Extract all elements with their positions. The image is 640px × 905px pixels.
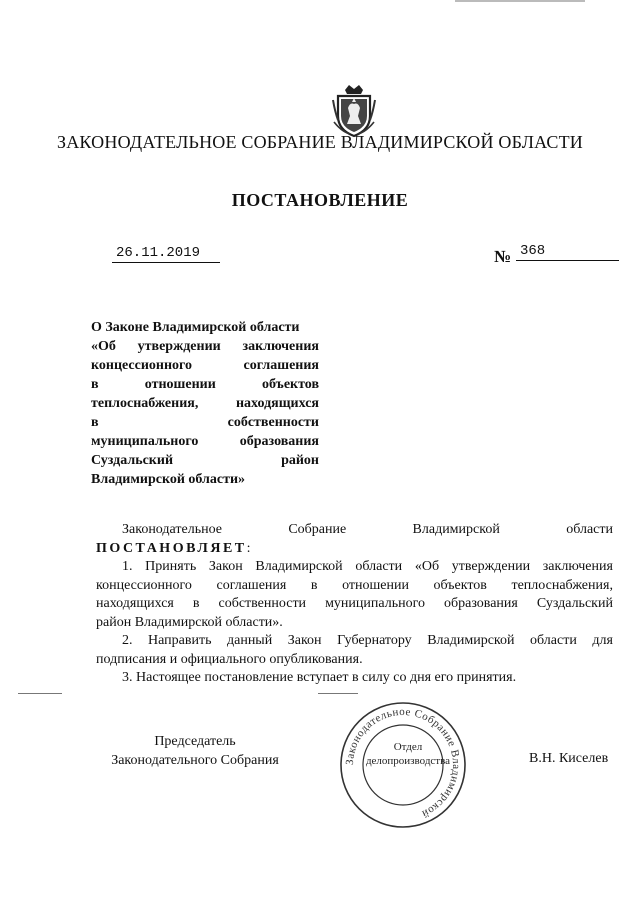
text-line bbox=[91, 451, 319, 470]
word: в bbox=[91, 415, 99, 430]
word: объектов bbox=[262, 377, 319, 392]
stamp-ring-text: Законодательное Собрание Владимирской bbox=[343, 705, 463, 820]
text-line bbox=[96, 577, 613, 596]
resolution-item bbox=[96, 558, 613, 632]
word: теплоснабжения, bbox=[91, 396, 199, 411]
document-number: 368 bbox=[516, 242, 619, 261]
text-line bbox=[96, 558, 613, 577]
text-line bbox=[91, 337, 319, 356]
word: теплоснабжения, bbox=[511, 577, 613, 593]
word: подписания и официального опубликования. bbox=[96, 651, 363, 667]
word: 3. Настоящее постановление вступает в силу со дня его принятия. bbox=[122, 670, 517, 685]
word: находящихся bbox=[235, 396, 319, 411]
resolves-colon: : bbox=[246, 540, 251, 556]
word: Принять bbox=[145, 559, 197, 574]
word: в bbox=[310, 577, 318, 593]
text-line bbox=[96, 614, 613, 633]
text-line bbox=[96, 632, 613, 651]
word: Закон bbox=[208, 559, 243, 574]
stamp-center-line1: Отдел bbox=[393, 741, 423, 753]
text-line bbox=[96, 651, 613, 670]
word: Закон bbox=[287, 633, 322, 648]
document-subject bbox=[91, 318, 319, 489]
word: для bbox=[592, 633, 613, 648]
word: собственности bbox=[227, 415, 319, 430]
body-intro bbox=[96, 521, 613, 540]
word: данный bbox=[226, 633, 273, 648]
word: район Владимирской области». bbox=[96, 614, 283, 630]
text-line bbox=[91, 413, 319, 432]
word: в bbox=[91, 377, 99, 392]
word: соглашения bbox=[243, 358, 319, 373]
word: Владимирской bbox=[412, 522, 500, 537]
word: Владимирской bbox=[255, 559, 343, 574]
word: соглашения bbox=[216, 577, 287, 593]
signatory-name: В.Н. Киселев bbox=[529, 751, 609, 766]
word: собственности bbox=[218, 596, 307, 611]
signatory-title bbox=[100, 733, 290, 770]
word: 1. bbox=[122, 559, 133, 574]
scan-edge-mark bbox=[455, 0, 585, 2]
text-line bbox=[96, 595, 613, 614]
text-line bbox=[91, 375, 319, 394]
document-body bbox=[96, 521, 613, 688]
resolves-line bbox=[96, 540, 613, 559]
word: «Об bbox=[91, 339, 116, 354]
word: в bbox=[192, 596, 200, 611]
text-line bbox=[91, 432, 319, 451]
word: Владимирской bbox=[427, 633, 515, 648]
resolution-item bbox=[96, 669, 613, 688]
word: заключения bbox=[242, 339, 319, 354]
word: находящихся bbox=[96, 596, 174, 611]
word: образования bbox=[443, 596, 518, 611]
word: 2. bbox=[122, 633, 133, 648]
number-label: № bbox=[494, 247, 512, 266]
word: концессионного bbox=[91, 358, 193, 373]
resolution-item bbox=[96, 632, 613, 669]
word: утверждении bbox=[137, 339, 221, 354]
word: отношении bbox=[144, 377, 216, 392]
coat-of-arms-emblem bbox=[330, 82, 378, 138]
word: образования bbox=[239, 434, 319, 449]
text-line bbox=[91, 394, 319, 413]
body-items bbox=[96, 558, 613, 688]
signatory-title-line1: Председатель bbox=[154, 734, 236, 749]
word: области bbox=[530, 633, 577, 648]
text-line bbox=[91, 318, 319, 337]
word: муниципального bbox=[325, 596, 425, 611]
word: Суздальский bbox=[91, 453, 174, 468]
text-line bbox=[91, 470, 319, 489]
word: объектов bbox=[433, 577, 487, 593]
word: заключения bbox=[542, 559, 613, 574]
word: муниципального bbox=[91, 434, 199, 449]
scan-mark-left bbox=[18, 693, 62, 694]
word: Губернатору bbox=[337, 633, 412, 648]
word: области bbox=[566, 522, 613, 537]
word: Владимирской области» bbox=[91, 472, 246, 487]
organization-title: ЗАКОНОДАТЕЛЬНОЕ СОБРАНИЕ ВЛАДИМИРСКОЙ ОБЛАСТИ bbox=[57, 132, 583, 152]
word: «Об bbox=[414, 559, 440, 574]
word: район bbox=[281, 453, 319, 468]
text-line bbox=[91, 356, 319, 375]
document-date: 26.11.2019 bbox=[112, 244, 220, 263]
word: Направить bbox=[148, 633, 212, 648]
word: Суздальский bbox=[536, 596, 613, 611]
word: утверждении bbox=[451, 559, 531, 574]
scan-mark-middle bbox=[318, 693, 358, 694]
resolves-word: ПОСТАНОВЛЯЕТ bbox=[96, 540, 247, 556]
stamp-center-line2: делопроизводства bbox=[365, 755, 451, 767]
stamp-center-text bbox=[358, 740, 458, 768]
document-type: ПОСТАНОВЛЕНИЕ bbox=[231, 190, 409, 210]
text-line bbox=[96, 669, 613, 688]
word: отношении bbox=[342, 577, 409, 593]
word: Собрание bbox=[288, 522, 347, 537]
signatory-title-line2: Законодательного Собрания bbox=[111, 752, 279, 768]
word: концессионного bbox=[96, 577, 192, 593]
word: Законодательное bbox=[122, 522, 222, 537]
word: О Законе Владимирской области bbox=[91, 320, 300, 335]
word: области bbox=[355, 559, 403, 574]
